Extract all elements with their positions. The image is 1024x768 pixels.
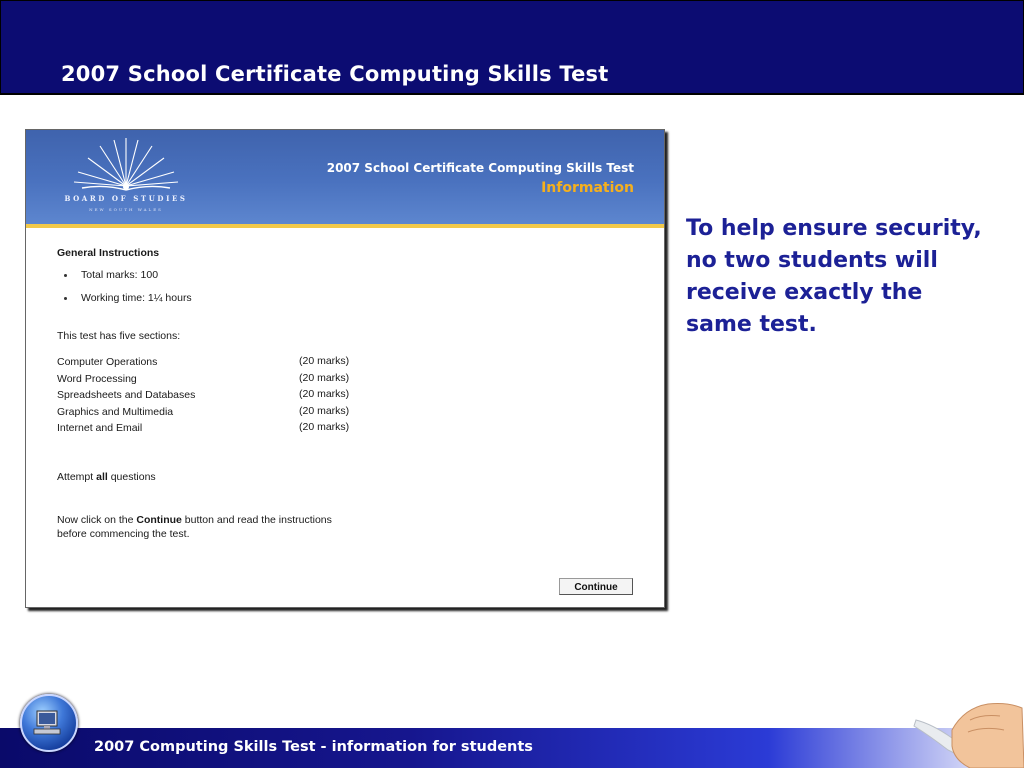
- bullet-total-marks: Total marks: 100: [81, 269, 159, 281]
- computer-globe-icon: [20, 694, 78, 752]
- section-marks: (20 marks): [299, 372, 350, 384]
- logo-text: BOARD OF STUDIES: [64, 194, 188, 203]
- section-name: Spreadsheets and Databases: [57, 389, 196, 401]
- hand-mouse-icon: [912, 690, 1024, 768]
- section-name: Word Processing: [57, 373, 137, 385]
- section-marks: (20 marks): [299, 421, 350, 433]
- attempt-instruction: Attempt all questions: [57, 471, 156, 483]
- section-name: Graphics and Multimedia: [57, 406, 174, 418]
- bullet-working-time: Working time: 1¼ hours: [81, 292, 192, 304]
- sections-intro: This test has five sections:: [57, 330, 181, 342]
- app-screenshot: [25, 129, 665, 608]
- security-note: To help ensure security, no two students will receive exactly the same test.: [686, 216, 982, 337]
- section-name: Computer Operations: [57, 356, 158, 368]
- continue-button[interactable]: Continue: [559, 578, 633, 595]
- slide-title: 2007 School Certificate Computing Skills Test: [61, 62, 609, 86]
- bullet-icon: [64, 274, 69, 279]
- section-marks: (20 marks): [299, 405, 350, 417]
- section-name: Internet and Email: [57, 422, 143, 434]
- bullet-icon: [64, 297, 69, 302]
- app-subtitle: Information: [541, 180, 634, 196]
- continue-instruction-line1: Now click on the Continue button and read the instructions: [57, 514, 332, 526]
- logo-subtext: NEW SOUTH WALES: [89, 207, 163, 212]
- continue-instruction-line2: before commencing the test.: [57, 528, 190, 540]
- general-instructions-heading: General Instructions: [57, 247, 160, 259]
- app-banner: [26, 130, 664, 224]
- section-marks: (20 marks): [299, 388, 350, 400]
- banner-divider: [26, 224, 664, 228]
- section-marks: (20 marks): [299, 355, 350, 367]
- app-title: 2007 School Certificate Computing Skills Test: [326, 161, 634, 175]
- footer-text: 2007 Computing Skills Test - information for students: [94, 739, 533, 755]
